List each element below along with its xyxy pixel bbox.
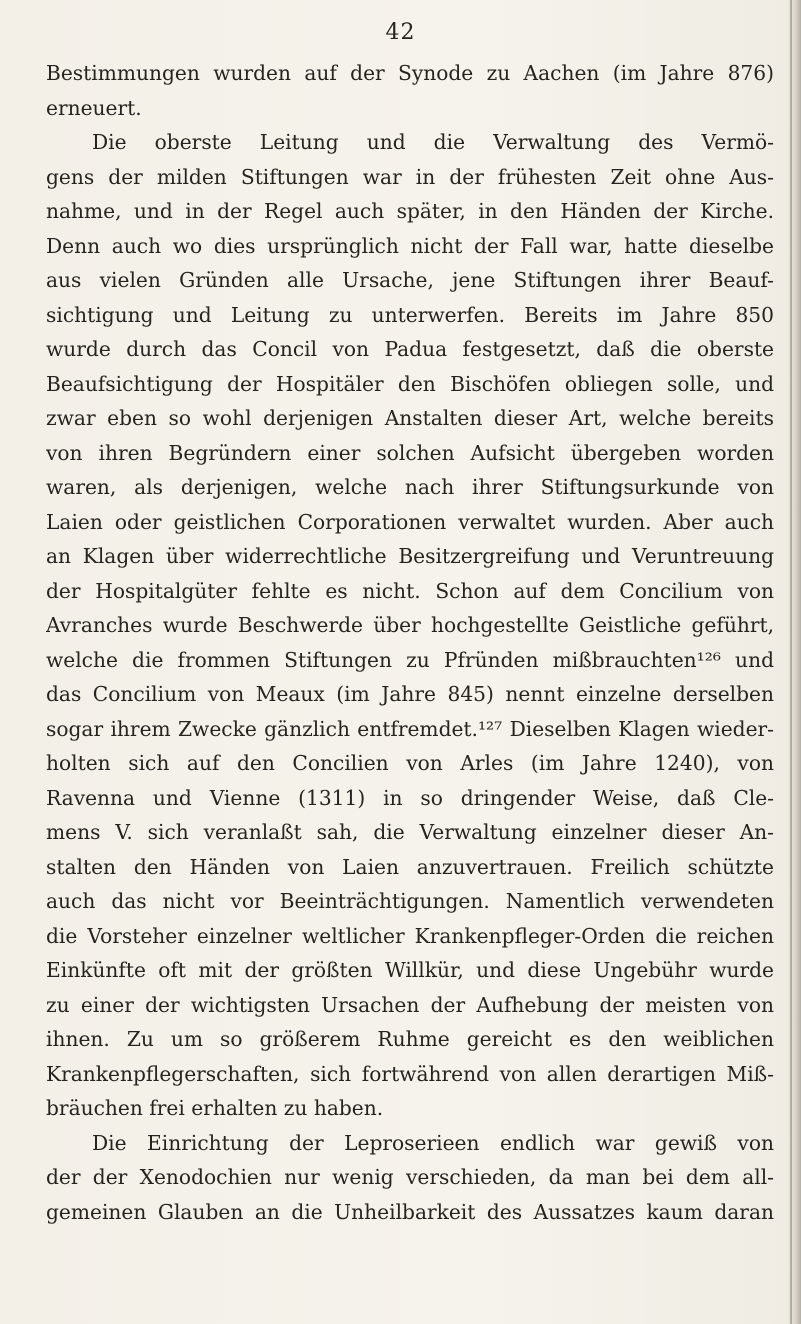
text-line: ihnen. Zu um so größerem Ruhme gereicht es den weiblichen	[46, 1027, 774, 1051]
text-line: zwar eben so wohl derjenigen Anstalten dieser Art, welche bereits	[46, 406, 774, 430]
text-line: gemeinen Glauben an die Unheilbarkeit des Aussatzes kaum daran	[46, 1199, 774, 1224]
text-line: wurde durch das Concil von Padua festgesetzt, daß die oberste	[46, 337, 774, 361]
text-line: nahme, und in der Regel auch später, in den Händen der Kirche.	[46, 199, 774, 223]
text-line: Krankenpflegerschaften, sich fortwährend von allen derartigen Miß-	[46, 1061, 774, 1086]
text-line: Einkünfte oft mit der größten Willkür, und diese Ungebühr wurde	[46, 958, 774, 982]
text-line: mens V. sich veranlaßt sah, die Verwaltung einzelner dieser An-	[46, 820, 774, 844]
text-line: gens der milden Stiftungen war in der frühesten Zeit ohne Aus-	[46, 164, 774, 189]
text-line: sichtigung und Leitung zu unterwerfen. Bereits im Jahre 850	[46, 302, 774, 327]
text-line: Die oberste Leitung und die Verwaltung des Vermö-	[92, 130, 774, 154]
text-line: das Concilium von Meaux (im Jahre 845) nennt einzelne derselben	[46, 682, 774, 706]
text-line: an Klagen über widerrechtliche Besitzergreifung und Veruntreuung	[46, 544, 774, 568]
text-line: sogar ihrem Zwecke gänzlich entfremdet.¹²⁷ Dieselben Klagen wieder-	[46, 716, 774, 741]
page-edge-line	[790, 0, 792, 1324]
text-line: erneuert.	[46, 95, 142, 120]
text-line: der Hospitalgüter fehlte es nicht. Schon auf dem Concilium von	[46, 578, 774, 603]
text-line: waren, als derjenigen, welche nach ihrer Stiftungsurkunde von	[46, 475, 774, 499]
text-line: auch das nicht vor Beeinträchtigungen. Namentlich verwendeten	[46, 889, 774, 913]
text-line: Laien oder geistlichen Corporationen verwaltet wurden. Aber auch	[46, 509, 774, 534]
text-line: Avranches wurde Beschwerde über hochgestellte Geistliche geführt,	[46, 613, 774, 637]
text-line: aus vielen Gründen alle Ursache, jene Stiftungen ihrer Beauf-	[46, 268, 774, 292]
text-line: von ihren Begründern einer solchen Aufsicht übergeben worden	[46, 440, 774, 465]
text-line: der der Xenodochien nur wenig verschieden, da man bei dem all-	[46, 1165, 774, 1189]
text-line: bräuchen frei erhalten zu haben.	[46, 1096, 384, 1120]
text-line: Die Einrichtung der Leproserieen endlich war gewiß von	[92, 1130, 774, 1155]
text-line: Beaufsichtigung der Hospitäler den Bischöfen obliegen solle, und	[46, 371, 774, 396]
text-line: holten sich auf den Concilien von Arles (im Jahre 1240), von	[46, 751, 774, 775]
text-line: Denn auch wo dies ursprünglich nicht der Fall war, hatte dieselbe	[46, 233, 774, 258]
text-line: Bestimmungen wurden auf der Synode zu Aachen (im Jahre 876)	[46, 61, 774, 85]
text-line: welche die frommen Stiftungen zu Pfründen mißbrauchten¹²⁶ und	[46, 647, 774, 672]
text-line: die Vorsteher einzelner weltlicher Krankenpfleger-Orden die reichen	[46, 923, 774, 948]
page-number: 42	[385, 20, 416, 45]
body-text	[46, 56, 774, 1229]
text-line: stalten den Händen von Laien anzuvertrauen. Freilich schützte	[46, 854, 774, 879]
text-line: zu einer der wichtigsten Ursachen der Aufhebung der meisten von	[46, 992, 774, 1017]
text-line: Ravenna und Vienne (1311) in so dringender Weise, daß Cle-	[46, 785, 774, 810]
